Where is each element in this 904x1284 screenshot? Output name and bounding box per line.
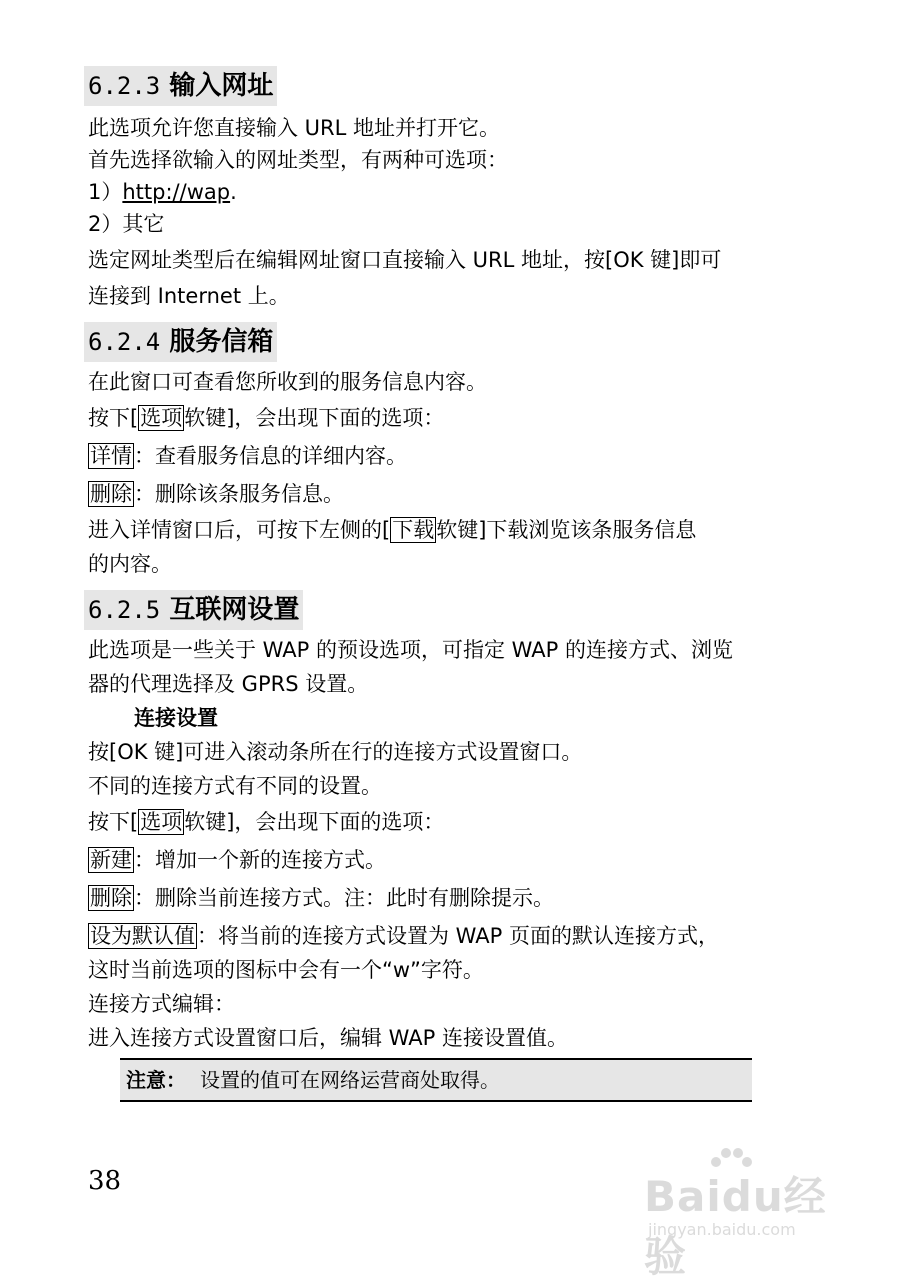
- option-line: [88, 480, 344, 508]
- option-line: [88, 884, 554, 912]
- paragraph-line: 器的代理选择及 GPRS 设置。: [88, 672, 369, 696]
- option-description: ：删除当前连接方式。注：此时有删除提示。: [134, 886, 554, 910]
- section-title: 输入网址: [169, 71, 274, 101]
- set-default-option-label: 设为默认值: [90, 924, 195, 948]
- paragraph-line: 进入连接方式设置窗口后，编辑 WAP 连接设置值。: [88, 1026, 568, 1050]
- note-label: 注意：: [126, 1068, 186, 1092]
- paragraph-line: [88, 808, 444, 836]
- paragraph-line: 的内容。: [88, 552, 172, 576]
- page-number: 38: [88, 1166, 122, 1196]
- section-number: 6.2.4: [88, 328, 161, 356]
- section-heading-6-2-3: [84, 66, 277, 106]
- option-line: [88, 922, 719, 950]
- paragraph-line: [88, 404, 444, 432]
- option-description: ：删除该条服务信息。: [134, 482, 344, 506]
- paragraph-line: 连接方式编辑：: [88, 992, 235, 1016]
- paragraph-line: 这时当前选项的图标中会有一个“w”字符。: [88, 958, 484, 982]
- options-softkey-label: 选项: [140, 406, 183, 430]
- subsection-heading: 连接设置: [134, 706, 218, 730]
- punctuation: .: [230, 180, 237, 204]
- option-description: ：将当前的连接方式设置为 WAP 页面的默认连接方式，: [197, 924, 719, 948]
- paragraph-line: 在此窗口可查看您所收到的服务信息内容。: [88, 370, 487, 394]
- note-box: [120, 1058, 752, 1102]
- download-softkey-label: 下载: [392, 518, 435, 542]
- list-item: 2）其它: [88, 212, 165, 236]
- paragraph-line: 首先选择欲输入的网址类型，有两种可选项：: [88, 148, 508, 172]
- delete-option-label: 删除: [90, 482, 132, 506]
- options-softkey-label: 选项: [140, 810, 183, 834]
- section-heading-6-2-4: [84, 322, 277, 362]
- details-option-label: 详情: [90, 444, 132, 468]
- paragraph-line: 此选项是一些关于 WAP 的预设选项，可指定 WAP 的连接方式、浏览: [88, 638, 733, 662]
- option-line: [88, 442, 407, 470]
- section-heading-6-2-5: [84, 590, 303, 630]
- paragraph-line: 选定网址类型后在编辑网址窗口直接输入 URL 地址，按[OK 键]即可: [88, 248, 722, 272]
- text: 进入详情窗口后，可按下左侧的[: [88, 518, 391, 542]
- watermark-url: jingyan.baidu.com: [648, 1220, 796, 1239]
- section-title: 服务信箱: [169, 327, 274, 357]
- wap-link[interactable]: http://wap: [122, 180, 231, 204]
- option-description: ：增加一个新的连接方式。: [134, 848, 386, 872]
- option-line: [88, 846, 386, 874]
- text: 软键]下载浏览该条服务信息: [436, 518, 697, 542]
- text: 软键]，会出现下面的选项：: [184, 406, 445, 430]
- list-item: [88, 178, 237, 206]
- new-option-label: 新建: [90, 848, 132, 872]
- paragraph-line: 连接到 Internet 上。: [88, 284, 290, 308]
- paragraph-line: [88, 516, 696, 544]
- paragraph-line: 此选项允许您直接输入 URL 地址并打开它。: [88, 116, 501, 140]
- option-description: ：查看服务信息的详细内容。: [134, 444, 407, 468]
- text: 按下[: [88, 810, 139, 834]
- section-number: 6.2.5: [88, 596, 161, 624]
- note-text: 设置的值可在网络运营商处取得。: [200, 1068, 500, 1092]
- section-title: 互联网设置: [169, 595, 300, 625]
- baidu-watermark: [644, 1150, 844, 1281]
- delete-option-label: 删除: [90, 886, 132, 910]
- watermark-brand: Baidu经验: [644, 1172, 827, 1281]
- list-marker: 1）: [88, 180, 123, 204]
- section-number: 6.2.3: [88, 72, 161, 100]
- text: 按下[: [88, 406, 139, 430]
- paragraph-line: 按[OK 键]可进入滚动条所在行的连接方式设置窗口。: [88, 740, 583, 764]
- paragraph-line: 不同的连接方式有不同的设置。: [88, 774, 382, 798]
- text: 软键]，会出现下面的选项：: [184, 810, 445, 834]
